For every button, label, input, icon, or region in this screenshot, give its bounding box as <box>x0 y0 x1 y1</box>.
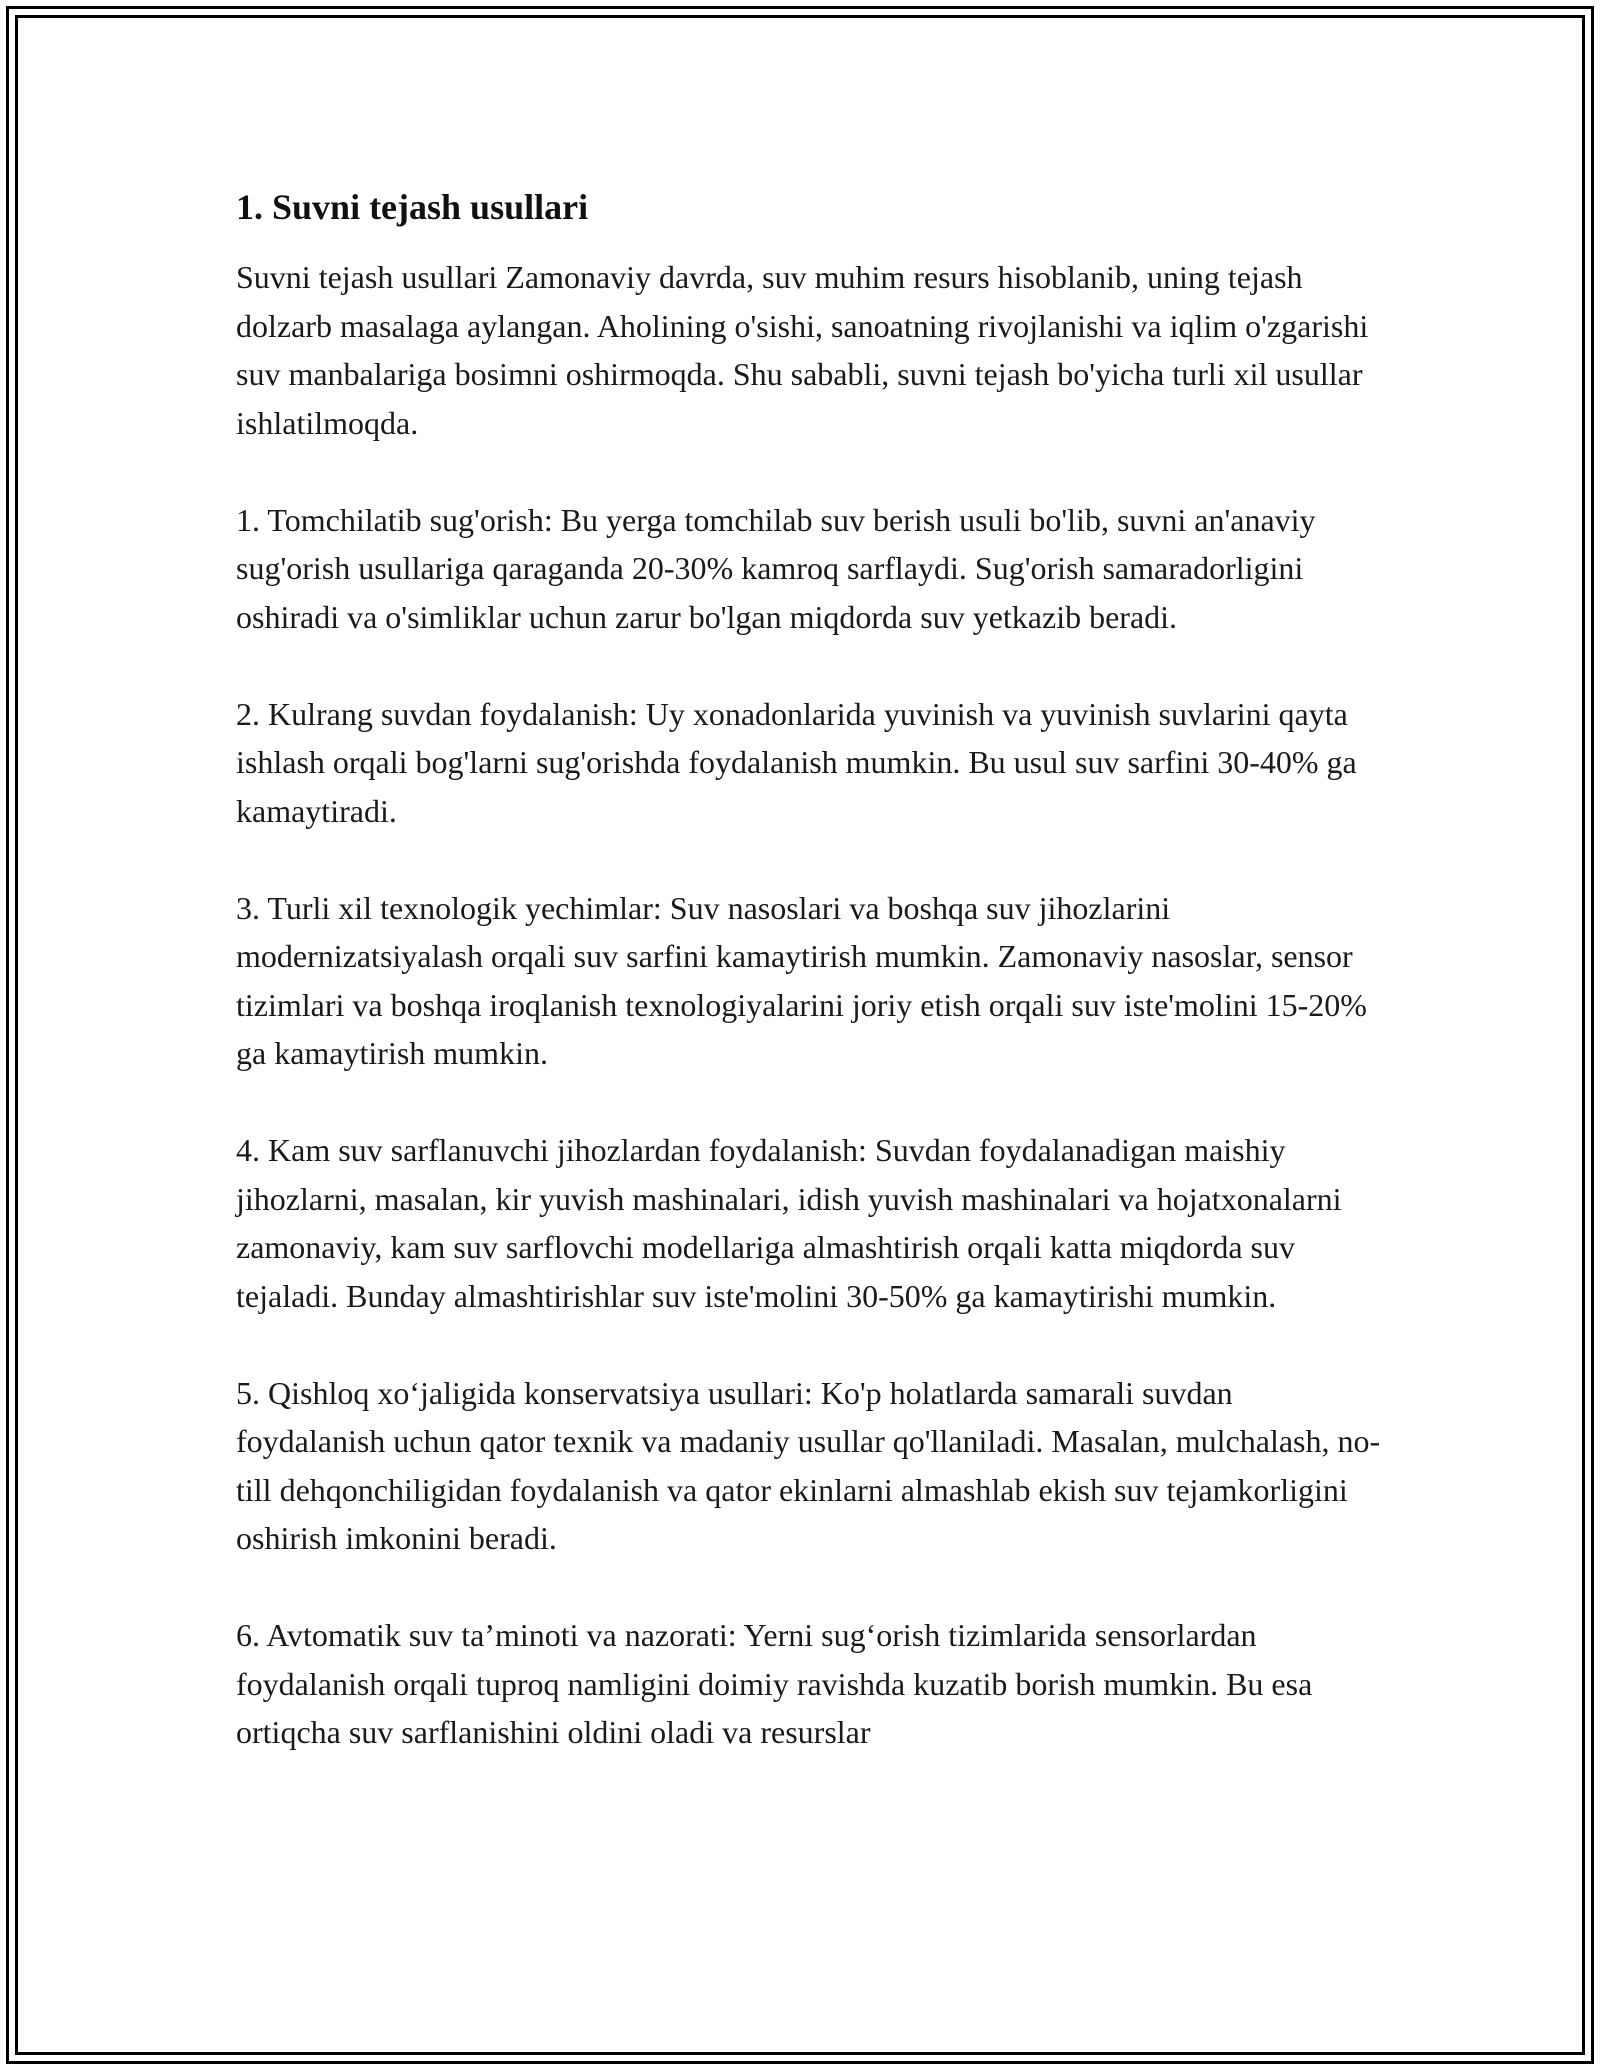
paragraph-agriculture-conservation: 5. Qishloq xo‘jaligida konservatsiya usullari: Ko'p holatlarda samarali suvdan foydalanish uchun qator texnik va madaniy usullar qo'llaniladi. Masalan, mulchalash, no-till dehqonchiligidan foydalanish va qator ekinlarni almashlab ekish suv tejamkorligini oshirish imkonini beradi. <box>236 1374 1381 1557</box>
paragraph-grey-water: 2. Kulrang suvdan foydalanish: Uy xonadonlarida yuvinish va yuvinish suvlarini qayta ishlash orqali bog'larni sug'orishda foydalanish mumkin. Bu usul suv sarfini 30-40% ga kamaytiradi. <box>236 695 1357 829</box>
document-body <box>236 186 1386 1805</box>
paragraph-drip-irrigation: 1. Tomchilatib sug'orish: Bu yerga tomchilab suv berish usuli bo'lib, suvni an'anaviy sug'orish usullariga qaraganda 20-30% kamroq sarflaydi. Sug'orish samaradorligini oshiradi va o'simliklar uchun zarur bo'lgan miqdorda suv yetkazib beradi. <box>236 501 1316 635</box>
paragraph-automatic-water-supply: 6. Avtomatik suv ta’minoti va nazorati: Yerni sug‘orish tizimlarida sensorlardan foydalanish orqali tuproq namligini doimiy ravishda kuzatib borish mumkin. Bu esa ortiqcha suv sarflanishini oldini oladi va resurslar <box>236 1617 1313 1751</box>
section-heading: 1. Suvni tejash usullari <box>236 187 589 227</box>
intro-paragraph: Suvni tejash usullari Zamonaviy davrda, suv muhim resurs hisoblanib, uning tejash dolzarb masalaga aylangan. Aholining o'sishi, sanoatning rivojlanishi va iqlim o'zgarishi suv manbalariga bosimni oshirmoqda. Shu sababli, suvni tejash bo'yicha turli xil usullar ishlatilmoqda. <box>236 259 1369 441</box>
paragraph-low-water-appliances: 4. Kam suv sarflanuvchi jihozlardan foydalanish: Suvdan foydalanadigan maishiy jihozlarni, masalan, kir yuvish mashinalari, idish yuvish mashinalari va hojatxonalarni zamonaviy, kam suv sarflovchi modellariga almashtirish orqali katta miqdorda suv tejaladi. Bunday almashtirishlar suv iste'molini 30-50% ga kamaytirishi mumkin. <box>236 1132 1342 1314</box>
paragraph-technology-solutions: 3. Turli xil texnologik yechimlar: Suv nasoslari va boshqa suv jihozlarini modernizatsiyalash orqali suv sarfini kamaytirish mumkin. Zamonaviy nasoslar, sensor tizimlari va boshqa iroqlanish texnologiyalarini joriy etish orqali suv iste'molini 15-20% ga kamaytirish mumkin. <box>236 889 1367 1072</box>
